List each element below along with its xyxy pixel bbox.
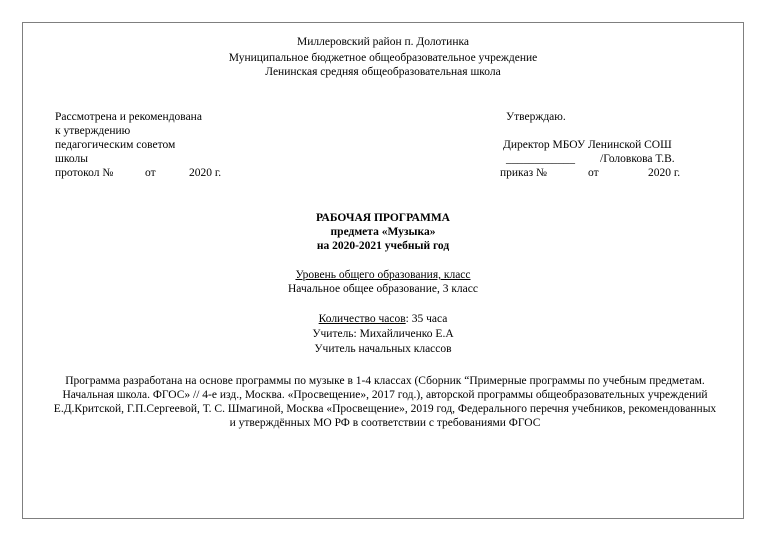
school-name-line: Ленинская средняя общеобразовательная школа [265,66,501,78]
approve-label: Утверждаю. [506,111,566,123]
teacher-name: Учитель: Михайличенко Е.А [312,328,454,340]
for-approval-label: к утверждению [55,125,131,137]
signature-line: ____________ [506,153,575,165]
reviewed-label: Рассмотрена и рекомендована [55,111,202,123]
program-description: Программа разработана на основе программы по музыке в 1-4 классах (Сборник “Примерные программы по учебным предметам. Начальная школа. ФГОС» // 4-е изд., Москва. «Просвещение», 2017 год.), авторской программы общеобразовательных учреждений Е.Д.Критской, Г.П.Сергеевой, Т. С. Шмагиной, Москва «Просвещение», 2019 год, Федерального перечня учебников, рекомендованных и утверждённых МО РФ в соответствии с требованиями ФГОС [53,375,717,429]
protocol-number-label: протокол № [55,167,114,179]
hours-value: : 35 часа [405,313,448,325]
director-label: Директор МБОУ Ленинской СОШ [503,139,672,151]
hours-line [22,313,744,326]
council-label: педагогическим советом [55,139,176,151]
order-from-label: от [588,167,599,179]
district-line: Миллеровский район п. Долотинка [296,36,470,48]
protocol-from-label: от [145,167,156,179]
director-name: /Головкова Т.В. [600,153,675,165]
program-year: на 2020-2021 учебный год [316,240,450,252]
program-title: РАБОЧАЯ ПРОГРАММА [315,212,450,224]
hours-label: Количество часов [318,313,406,325]
teacher-position: Учитель начальных классов [314,343,452,355]
level-value: Начальное общее образование, 3 класс [288,283,478,295]
school-label: школы [55,153,88,165]
school-type-line: Муниципальное бюджетное общеобразовательное учреждение [228,52,538,64]
protocol-year: 2020 г. [189,167,222,179]
program-subject: предмета «Музыка» [330,226,436,238]
order-year: 2020 г. [648,167,681,179]
level-label: Уровень общего образования, класс [295,269,471,281]
order-number-label: приказ № [500,167,547,179]
